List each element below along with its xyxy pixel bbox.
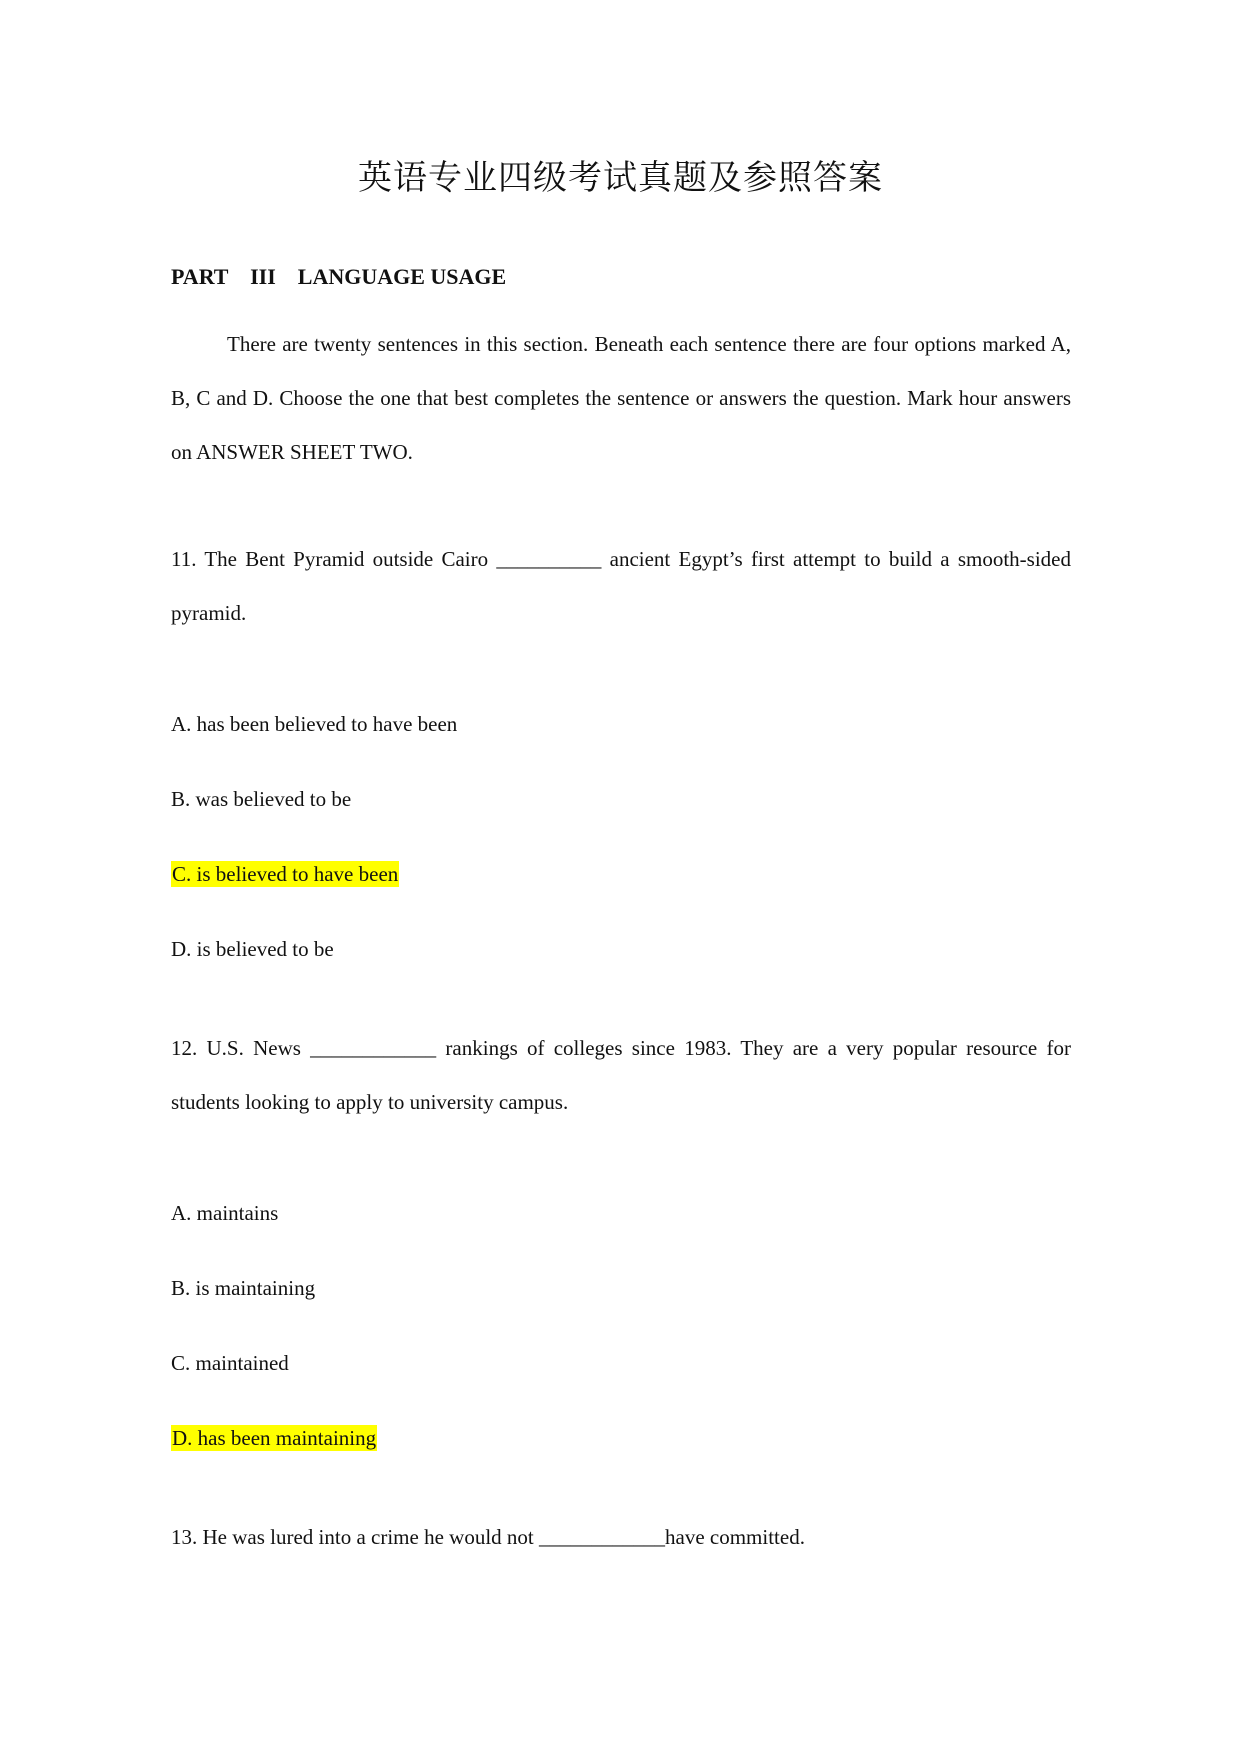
- question-12-option-a: A. maintains: [171, 1201, 279, 1225]
- question-12-option-d: [171, 1426, 377, 1451]
- question-12-option-b: B. is maintaining: [171, 1276, 316, 1300]
- section-heading: PART III LANGUAGE USAGE: [171, 264, 507, 289]
- question-11-stem: 11. The Bent Pyramid outside Cairo __________ ancient Egypt’s first attempt to build a smooth-sided pyramid.: [171, 547, 1071, 625]
- question-13-stem: 13. He was lured into a crime he would not ____________have committed.: [171, 1525, 805, 1549]
- question-12-option-c: C. maintained: [171, 1351, 289, 1375]
- answer-highlight: C. is believed to have been: [172, 862, 399, 886]
- question-12-stem: 12. U.S. News ____________ rankings of colleges since 1983. They are a very popular resource for students looking to apply to university campus.: [171, 1036, 1071, 1114]
- answer-highlight: D. has been maintaining: [172, 1426, 377, 1450]
- document-title: 英语专业四级考试真题及参照答案: [358, 158, 883, 198]
- question-11-option-c: [171, 862, 399, 887]
- question-11-option-d: D. is believed to be: [171, 937, 334, 961]
- question-11-option-b: B. was believed to be: [171, 787, 352, 811]
- question-11-option-a: A. has been believed to have been: [171, 712, 458, 736]
- instructions-paragraph: There are twenty sentences in this section. Beneath each sentence there are four options marked A, B, C and D. Choose the one that best completes the sentence or answers the question. Mark hour answers on ANSWER SHEET TWO.: [171, 332, 1071, 464]
